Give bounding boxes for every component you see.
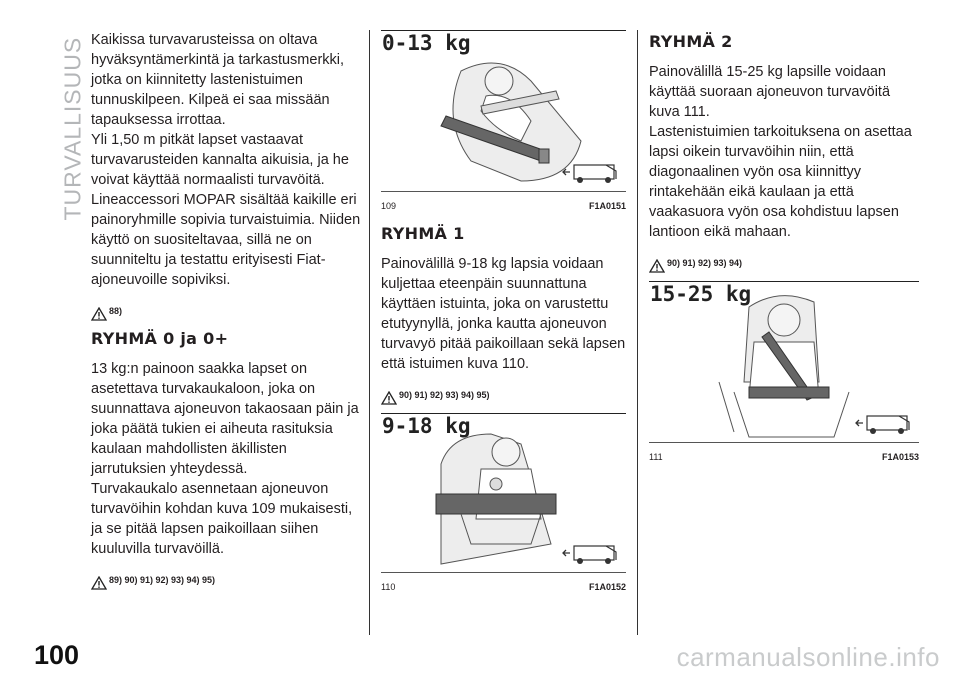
figure-110 bbox=[381, 413, 626, 573]
warning-icon bbox=[649, 259, 665, 273]
warning-reference bbox=[381, 385, 626, 405]
warning-reference bbox=[91, 570, 361, 590]
figure-code: F1A0153 bbox=[881, 452, 919, 462]
van-icon bbox=[560, 159, 620, 185]
column-1 bbox=[91, 30, 361, 598]
figure-caption bbox=[381, 196, 626, 216]
warning-ref-text: 90) 91) 92) 93) 94) bbox=[667, 258, 743, 268]
van-icon bbox=[560, 540, 620, 566]
paragraph: 13 kg:n painoon saakka lapset on asetettava turvakaukaloon, joka on suunnattava ajoneuvon takaosaan päin ja joka päätä tukien ei aiheuta rasituksia kaulaan mahdollisten äkillisten jarrutuksien yhteydessä. bbox=[91, 361, 359, 477]
column-2 bbox=[381, 30, 626, 597]
figure-111 bbox=[649, 281, 919, 443]
section-heading: RYHMÄ 0 ja 0+ bbox=[91, 329, 229, 348]
paragraph: Kaikissa turvavarusteissa on oltava hyväksyntämerkintä ja tarkastusmerkki, jotka on kiinnitetty lastenistuimen tunnuskilpeen. Kilpeä ei saa missään tapauksessa irrottaa. bbox=[91, 32, 345, 128]
column-3 bbox=[649, 30, 919, 467]
paragraph: Yli 1,50 m pitkät lapset vastaavat turvavarusteiden kannalta aikuisia, ja he voivat käyttää normaalisti turvavöitä. bbox=[91, 132, 349, 188]
figure-weight-label: 0-13 kg bbox=[382, 31, 471, 55]
watermark: carmanualsonline.info bbox=[676, 642, 940, 672]
figure-code: F1A0152 bbox=[588, 582, 626, 592]
section-title bbox=[60, 30, 84, 220]
section-heading: RYHMÄ 2 bbox=[649, 32, 733, 51]
paragraph: Painovälillä 9-18 kg lapsia voidaan kuljettaa eteenpäin suunnattuna käyttäen istuinta, joka on varustettu etutyynyllä, jonka kautta ajoneuvon turvavyö pitää paikoillaan sekä lapsen että istuimen kuva 110. bbox=[381, 256, 626, 372]
van-icon bbox=[853, 410, 913, 436]
figure-number: 110 bbox=[381, 582, 396, 592]
paragraph: Painovälillä 15-25 kg lapsille voidaan käyttää suoraan ajoneuvon turvavöitä kuva 111. bbox=[649, 64, 891, 120]
figure-number: 111 bbox=[649, 452, 663, 462]
page-number: 100 bbox=[34, 640, 80, 670]
warning-icon bbox=[91, 307, 107, 321]
column-divider bbox=[637, 30, 638, 635]
paragraph: Lastenistuimien tarkoituksena on asettaa lapsi oikein turvavöihin niin, että diagonaalinen vyön osa kiinnittyy rintakehään eikä kaulaan ja että vaakasuora vyön osa kohdistuu lapsen lantioon eikä mahaan. bbox=[649, 124, 912, 240]
paragraph: Turvakaukalo asennetaan ajoneuvon turvavöihin kohdan kuva 109 mukaisesti, ja se pitää lapsen paikoillaan siihen kuuluvilla turvavöillä. bbox=[91, 481, 353, 557]
figure-weight-label: 9-18 kg bbox=[382, 414, 471, 438]
section-title-text: TURVALLISUUS bbox=[59, 36, 86, 221]
figure-weight-label: 15-25 kg bbox=[650, 282, 752, 306]
paragraph: Lineaccessori MOPAR sisältää kaikille eri painoryhmille sopivia turvaistuimia. Niiden käyttö on suositeltavaa, sillä ne on suunniteltu ja testattu erityisesti Fiat-ajoneuvoille sopiviksi. bbox=[91, 192, 361, 288]
figure-number: 109 bbox=[381, 201, 397, 211]
warning-reference bbox=[91, 301, 361, 321]
column-divider bbox=[369, 30, 370, 635]
figure-caption bbox=[649, 447, 919, 467]
figure-caption bbox=[381, 577, 626, 597]
warning-ref-text: 89) 90) 91) 92) 93) 94) 95) bbox=[109, 575, 216, 585]
figure-109 bbox=[381, 30, 626, 192]
warning-ref-text: 88) bbox=[109, 306, 123, 316]
warning-reference bbox=[649, 253, 919, 273]
section-heading: RYHMÄ 1 bbox=[381, 224, 465, 243]
figure-code: F1A0151 bbox=[588, 201, 626, 211]
warning-ref-text: 90) 91) 92) 93) 94) 95) bbox=[399, 390, 490, 400]
warning-icon bbox=[381, 391, 397, 405]
warning-icon bbox=[91, 576, 107, 590]
